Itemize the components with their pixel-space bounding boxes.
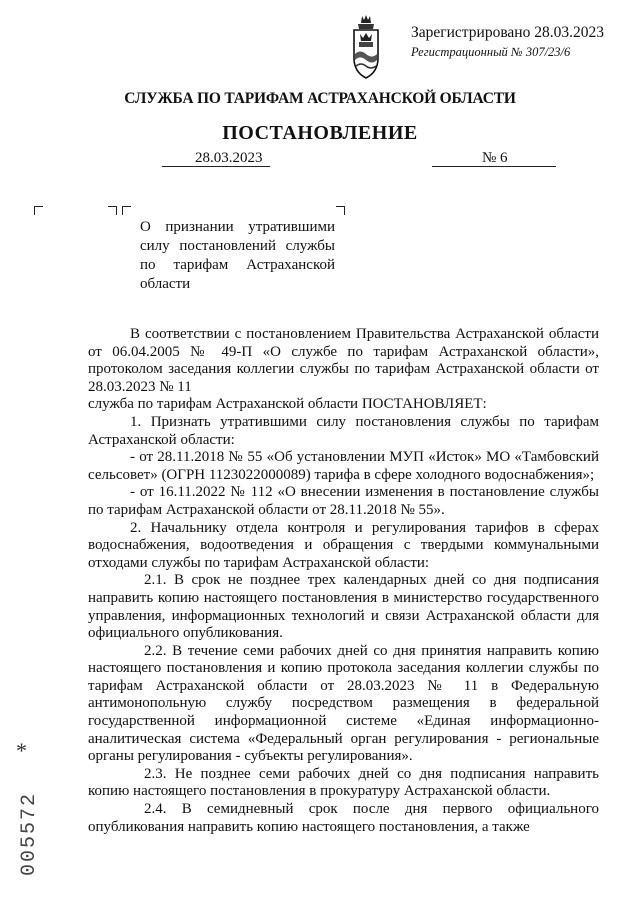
corner-mark [108, 206, 117, 215]
agency-name: СЛУЖБА ПО ТАРИФАМ АСТРАХАНСКОЙ ОБЛАСТИ [124, 90, 516, 107]
paragraph-item-2-4: 2.4. В семидневный срок после дня первого официального опубликования направить копию настоящего постановления, а также [88, 801, 599, 835]
paragraph-item-2-1: 2.1. В срок не позднее трех календарных дней со дня подписания направить копию настоящего постановления в министерство государственного управления, информационных технологий и связи Астраханской области для официального опубликования. [88, 572, 599, 642]
corner-mark [336, 206, 345, 215]
registration-number: Регистрационный № 307/23/6 [411, 45, 571, 59]
document-number: № 6 [482, 150, 508, 166]
paragraph-preamble: В соответствии с постановлением Правительства Астраханской области от 06.04.2005 № 49-П «О службе по тарифам Астраханской области», протоколом заседания коллегии службы по тарифам Астраханской области от 28.03.2023 № 11 [88, 326, 599, 395]
stamp-number-text: 005572 [18, 791, 41, 876]
paragraph-resolves: служба по тарифам Астраханской области ПОСТАНОВЛЯЕТ: [88, 396, 487, 413]
corner-mark [122, 206, 131, 215]
paragraph-item-1-b: - от 16.11.2022 № 112 «О внесении изменения в постановление службы по тарифам Астраханской области от 28.11.2018 № 55». [88, 484, 599, 518]
paragraph-item-2: 2. Начальнику отдела контроля и регулирования тарифов в сферах водоснабжения, водоотведения и обращения с твердыми коммунальными отходами службы по тарифам Астраханской области: [88, 519, 599, 571]
document-type: ПОСТАНОВЛЕНИЕ [222, 122, 418, 144]
margin-star: * [16, 738, 27, 763]
corner-mark [34, 206, 43, 215]
paragraph-item-1-a: - от 28.11.2018 № 55 «Об установлении МУП «Исток» МО «Тамбовский сельсовет» (ОГРН 1123022000089) тарифа в сфере холодного водоснабжения»; [88, 449, 599, 483]
registration-date: Зарегистрировано 28.03.2023 [411, 24, 604, 41]
paragraph-item-2-3: 2.3. Не позднее семи рабочих дней со дня подписания направить копию настоящего постановления в прокуратуру Астраханской области. [88, 765, 599, 800]
coat-of-arms-icon [346, 14, 386, 80]
document-date: 28.03.2023 [195, 150, 263, 166]
document-subject: О признании утратившими силу постановлений службы по тарифам Астраханской области [140, 219, 335, 292]
margin-stamp-number [10, 770, 42, 880]
paragraph-item-1: 1. Признать утратившими силу постановления службы по тарифам Астраханской области: [88, 413, 599, 448]
document-body [88, 326, 599, 836]
paragraph-item-2-2: 2.2. В течение семи рабочих дней со дня принятия направить копию настоящего постановления и копию протокола заседания коллегии службы по тарифам Астраханской области от 28.03.2023 № 11 в Федеральную антимонопольную службу посредством размещения в федеральной государственной информационной системе «Единая информационно-аналитическая система «Федеральный орган регулирования - региональные органы регулирования - субъекты регулирования». [88, 642, 599, 765]
